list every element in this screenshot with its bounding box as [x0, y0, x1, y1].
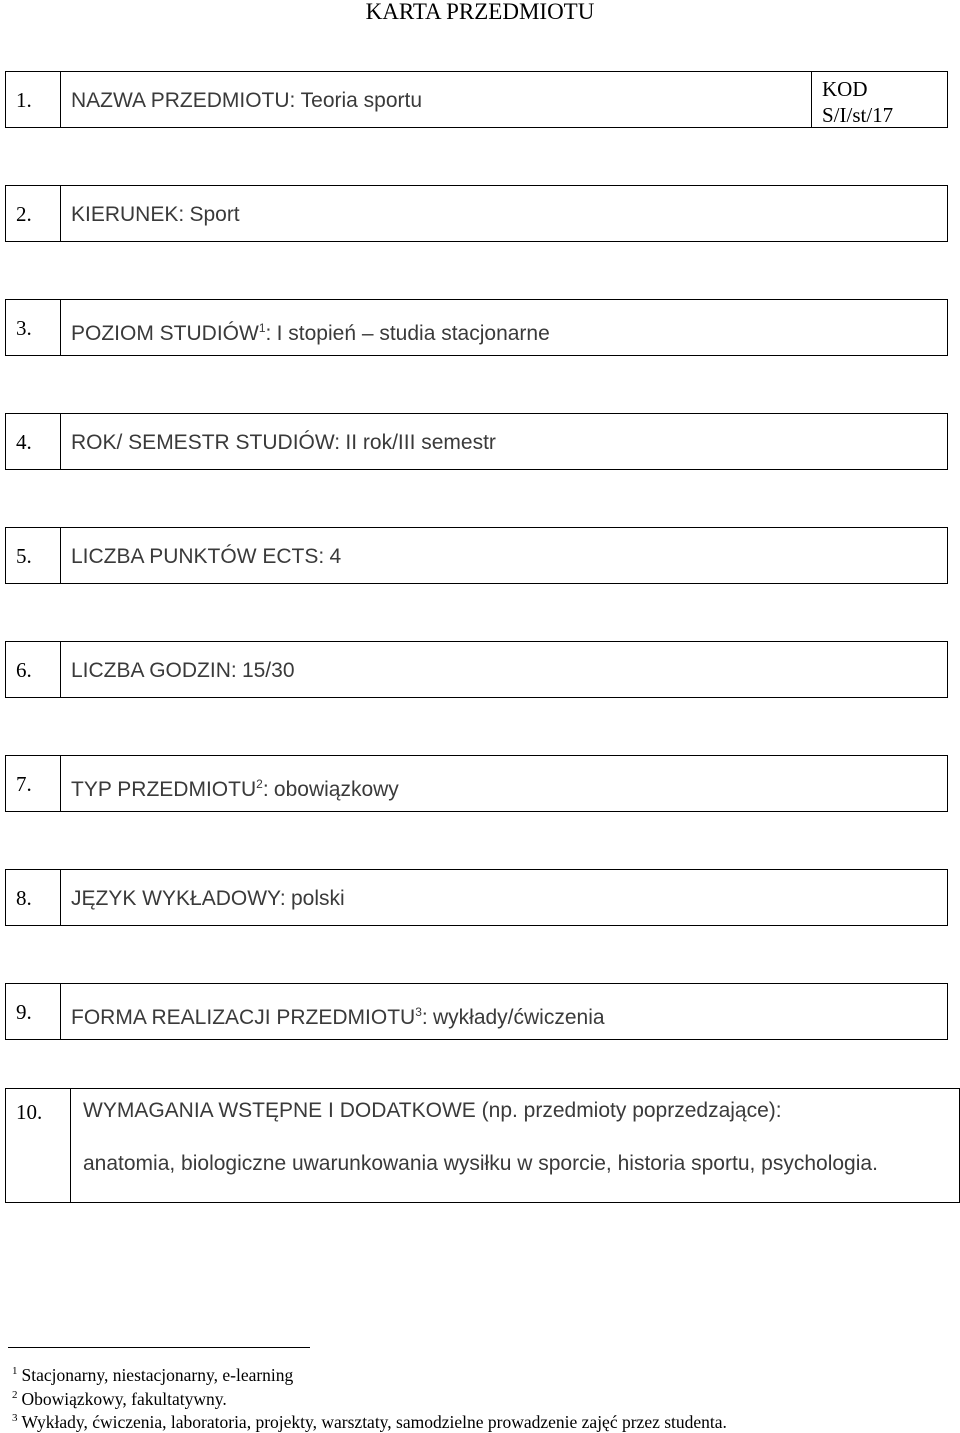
field-label: NAZWA PRZEDMIOTU: [71, 89, 296, 112]
field-label: KIERUNEK: [71, 203, 185, 226]
footnote-2: $^2$ Obowiązkowy, fakultatywny. [12, 1389, 227, 1409]
field-value: wykłady/ćwiczenia [432, 1006, 605, 1029]
row-number: 5. [6, 528, 61, 583]
field-label: LICZBA PUNKTÓW ECTS: [71, 545, 325, 568]
field-language [61, 870, 947, 925]
field-value: II rok/III semestr [345, 431, 496, 454]
field-row-study-level [5, 299, 948, 356]
field-label: JĘZYK WYKŁADOWY: [71, 887, 286, 910]
field-value: 4 [329, 545, 342, 568]
field-value: I stopień – studia stacjonarne [276, 322, 550, 345]
field-row-subject-name [5, 71, 948, 128]
field-row-subject-type [5, 755, 948, 812]
field-value: obowiązkowy [273, 778, 399, 801]
field-row-ects [5, 527, 948, 584]
row-number: 3. [6, 300, 61, 355]
footnote-3: $^3$ Wykłady, ćwiczenia, laboratoria, projekty, warsztaty, samodzielne prowadzenie zajęć przez studenta. [12, 1412, 727, 1432]
field-year-semester [61, 414, 947, 469]
field-value: anatomia, biologiczne uwarunkowania wysiłku w sporcie, historia sportu, psychologia. [83, 1152, 878, 1175]
field-label: POZIOM STUDIÓW$^1$: [71, 321, 272, 345]
field-requirements [71, 1089, 959, 1202]
row-number: 4. [6, 414, 61, 469]
field-hours [61, 642, 947, 697]
field-value: 15/30 [241, 659, 295, 682]
row-number: 2. [6, 186, 61, 241]
footnote-ref: 1 [258, 321, 266, 335]
field-label: FORMA REALIZACJI PRZEDMIOTU$^3$: [71, 1005, 428, 1029]
field-value: Sport [189, 203, 240, 226]
page-title: KARTA PRZEDMIOTU [365, 0, 595, 24]
row-number: 8. [6, 870, 61, 925]
row-number: 1. [6, 72, 61, 127]
field-value: Teoria sportu [300, 89, 423, 112]
footnote-separator [8, 1347, 310, 1348]
code-value: S/I/st/17 [822, 103, 894, 127]
field-row-direction [5, 185, 948, 242]
code-cell [812, 72, 947, 127]
field-study-level [61, 300, 947, 355]
field-row-language [5, 869, 948, 926]
row-number: 9. [6, 984, 61, 1039]
field-ects [61, 528, 947, 583]
row-number: 10. [6, 1089, 71, 1202]
footnote-1: $^1$ Stacjonarny, niestacjonarny, e-learning [12, 1365, 294, 1385]
footnote-ref: 2 [256, 777, 263, 791]
field-label: TYP PRZEDMIOTU$^2$: [71, 777, 269, 801]
field-label: LICZBA GODZIN: [71, 659, 237, 682]
footnote-ref: 3 [415, 1005, 422, 1019]
field-form [61, 984, 947, 1039]
row-number: 6. [6, 642, 61, 697]
field-subject-name [61, 72, 812, 127]
field-row-form [5, 983, 948, 1040]
field-subject-type [61, 756, 947, 811]
field-label: ROK/ SEMESTR STUDIÓW: [71, 431, 341, 454]
field-row-hours [5, 641, 948, 698]
field-value: polski [290, 887, 345, 910]
row-number: 7. [6, 756, 61, 811]
code-label: KOD [822, 77, 868, 101]
field-label: WYMAGANIA WSTĘPNE I DODATKOWE (np. przedmioty poprzedzające): [83, 1099, 782, 1122]
field-row-requirements [5, 1088, 960, 1203]
field-row-year-semester [5, 413, 948, 470]
field-direction [61, 186, 947, 241]
